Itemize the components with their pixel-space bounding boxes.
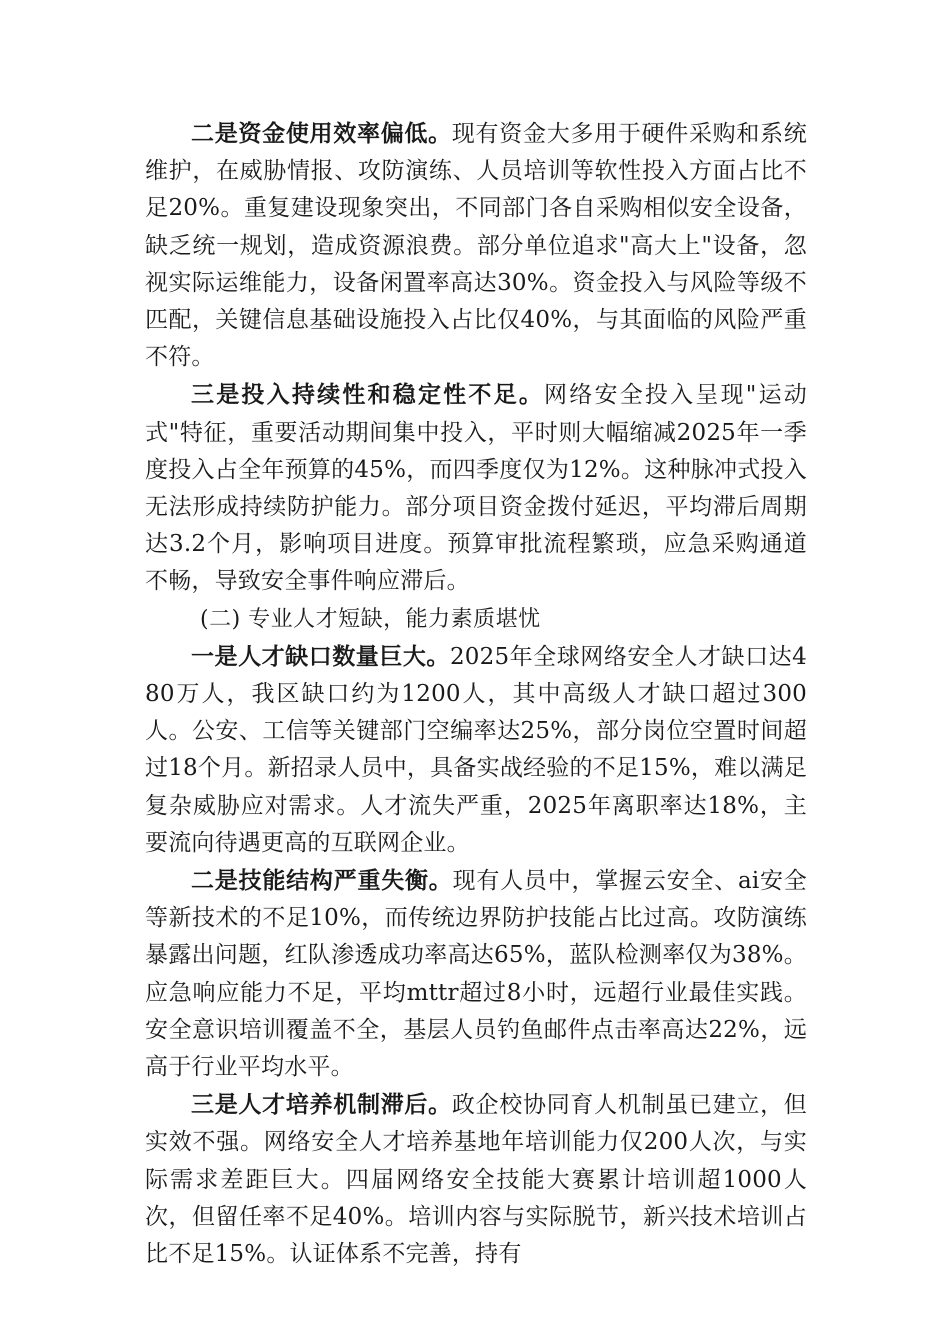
paragraph-skill-imbalance <box>145 862 807 1086</box>
paragraph-body: 政企校协同育人机制虽已建立，但实效不强。网络安全人才培养基地年培训能力仅200人次，与实际需求差距巨大。四届网络安全技能大赛累计培训超1000人次，但留任率不足40%。培训内容与实际脱节，新兴技术培训占比不足15%。认证体系不完善，持有 <box>145 1092 808 1268</box>
paragraph-talent-gap <box>145 638 807 862</box>
paragraph-lead: 二是技能结构严重失衡。 <box>191 867 453 895</box>
paragraph-lead: 三是投入持续性和稳定性不足。 <box>191 381 545 409</box>
paragraph-lead: 三是人才培养机制滞后。 <box>191 1091 452 1119</box>
paragraph-body: 现有人员中，掌握云安全、ai安全等新技术的不足10%，而传统边界防护技能占比过高。攻防演练暴露出问题，红队渗透成功率高达65%，蓝队检测率仅为38%。应急响应能力不足，平均mttr超过8小时，远超行业最佳实践。安全意识培训覆盖不全，基层人员钓鱼邮件点击率高达22%，远高于行业平均水平。 <box>145 868 807 1081</box>
paragraph-body: 网络安全投入呈现"运动式"特征，重要活动期间集中投入，平时则大幅缩减2025年一季度投入占全年预算的45%，而四季度仅为12%。这种脉冲式投入无法形成持续防护能力。部分项目资金拨付延迟，平均滞后周期达3.2个月，影响项目进度。预算审批流程繁琐，应急采购通道不畅，导致安全事件响应滞后。 <box>145 382 807 595</box>
paragraph-lead: 二是资金使用效率偏低。 <box>191 120 452 147</box>
paragraph-body: 现有资金大多用于硬件采购和系统维护，在威胁情报、攻防演练、人员培训等软性投入方面占比不足20%。重复建设现象突出，不同部门各自采购相似安全设备，缺乏统一规划，造成资源浪费。部分单位追求"高大上"设备，忽视实际运维能力，设备闲置率高达30%。资金投入与风险等级不匹配，关键信息基础设施投入占比仅40%，与其面临的风险严重不符。 <box>145 121 808 371</box>
paragraph-body: 2025年全球网络安全人才缺口达480万人，我区缺口约为1200人，其中高级人才缺口超过300人。公安、工信等关键部门空编率达25%，部分岗位空置时间超过18个月。新招录人员中，具备实战经验的不足15%，难以满足复杂威胁应对需求。人才流失严重，2025年离职率达18%，主要流向待遇更高的互联网企业。 <box>145 643 807 856</box>
paragraph-lead: 一是人才缺口数量巨大。 <box>191 642 450 670</box>
paragraph-fund-efficiency <box>145 115 807 376</box>
paragraph-training-mechanism <box>145 1086 807 1273</box>
paragraph-investment-sustainability <box>145 376 807 600</box>
section-heading: (二) 专业人才短缺，能力素质堪忧 <box>200 606 541 632</box>
document-page <box>145 115 807 1273</box>
